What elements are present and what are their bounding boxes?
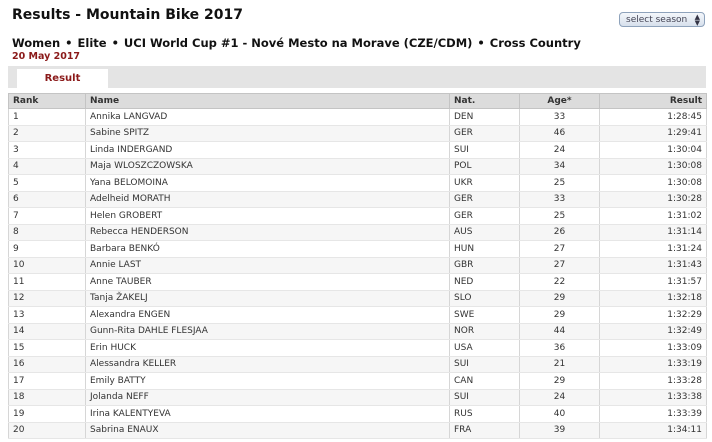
cell-nat: CAN (450, 373, 520, 390)
tab-result[interactable]: Result (17, 69, 108, 88)
cell-age: 21 (520, 356, 600, 373)
cell-age: 25 (520, 208, 600, 225)
cell-nat: GER (450, 125, 520, 142)
cell-nat: AUS (450, 224, 520, 241)
updown-chevron-icon: ▲ ▼ (694, 12, 700, 27)
cell-rank: 15 (9, 340, 86, 357)
cell-nat: SUI (450, 142, 520, 159)
cell-age: 27 (520, 257, 600, 274)
cell-nat: FRA (450, 422, 520, 439)
table-row (9, 208, 707, 225)
table-row (9, 323, 707, 340)
cell-name: Helen GROBERT (86, 208, 450, 225)
cell-result: 1:32:49 (600, 323, 707, 340)
cell-result: 1:30:04 (600, 142, 707, 159)
race-level: Elite (77, 36, 107, 50)
table-row (9, 241, 707, 258)
cell-result: 1:32:18 (600, 290, 707, 307)
page-title: Results - Mountain Bike 2017 (12, 7, 243, 23)
tab-bar (8, 66, 706, 88)
cell-rank: 16 (9, 356, 86, 373)
cell-nat: POL (450, 158, 520, 175)
table-row (9, 191, 707, 208)
results-table (8, 93, 707, 439)
cell-age: 29 (520, 290, 600, 307)
table-row (9, 389, 707, 406)
table-row (9, 142, 707, 159)
cell-age: 26 (520, 224, 600, 241)
race-category: Women (12, 36, 61, 50)
cell-nat: SUI (450, 356, 520, 373)
cell-nat: NED (450, 274, 520, 291)
cell-rank: 11 (9, 274, 86, 291)
cell-name: Alexandra ENGEN (86, 307, 450, 324)
cell-rank: 17 (9, 373, 86, 390)
cell-name: Gunn-Rita DAHLE FLESJAA (86, 323, 450, 340)
column-header-rank[interactable]: Rank (9, 94, 86, 109)
cell-nat: SWE (450, 307, 520, 324)
column-header-nat[interactable]: Nat. (450, 94, 520, 109)
cell-name: Emily BATTY (86, 373, 450, 390)
column-header-name[interactable]: Name (86, 94, 450, 109)
cell-nat: GER (450, 191, 520, 208)
table-row (9, 340, 707, 357)
table-row (9, 125, 707, 142)
cell-result: 1:32:29 (600, 307, 707, 324)
cell-name: Barbara BENKÓ (86, 241, 450, 258)
cell-age: 40 (520, 406, 600, 423)
cell-rank: 6 (9, 191, 86, 208)
cell-result: 1:34:11 (600, 422, 707, 439)
cell-age: 34 (520, 158, 600, 175)
table-row (9, 109, 707, 126)
cell-result: 1:30:08 (600, 158, 707, 175)
table-row (9, 373, 707, 390)
cell-rank: 5 (9, 175, 86, 192)
cell-result: 1:31:24 (600, 241, 707, 258)
cell-rank: 19 (9, 406, 86, 423)
cell-age: 36 (520, 340, 600, 357)
cell-age: 39 (520, 422, 600, 439)
table-row (9, 158, 707, 175)
cell-age: 29 (520, 373, 600, 390)
cell-result: 1:33:09 (600, 340, 707, 357)
cell-result: 1:33:28 (600, 373, 707, 390)
cell-nat: HUN (450, 241, 520, 258)
cell-rank: 2 (9, 125, 86, 142)
cell-rank: 9 (9, 241, 86, 258)
cell-nat: DEN (450, 109, 520, 126)
cell-nat: GER (450, 208, 520, 225)
season-select-label: select season (626, 14, 688, 25)
cell-nat: USA (450, 340, 520, 357)
table-row (9, 224, 707, 241)
table-row (9, 356, 707, 373)
cell-nat: GBR (450, 257, 520, 274)
cell-age: 44 (520, 323, 600, 340)
table-row (9, 274, 707, 291)
table-row (9, 422, 707, 439)
column-header-result[interactable]: Result (600, 94, 707, 109)
cell-age: 24 (520, 142, 600, 159)
cell-age: 22 (520, 274, 600, 291)
cell-name: Alessandra KELLER (86, 356, 450, 373)
separator-dot: • (477, 36, 485, 50)
cell-name: Linda INDERGAND (86, 142, 450, 159)
cell-rank: 8 (9, 224, 86, 241)
cell-age: 24 (520, 389, 600, 406)
cell-rank: 4 (9, 158, 86, 175)
race-date: 20 May 2017 (12, 51, 81, 62)
table-row (9, 257, 707, 274)
cell-name: Annika LANGVAD (86, 109, 450, 126)
cell-name: Anne TAUBER (86, 274, 450, 291)
separator-dot: • (65, 36, 73, 50)
cell-name: Tanja ŽAKELJ (86, 290, 450, 307)
table-row (9, 175, 707, 192)
cell-rank: 14 (9, 323, 86, 340)
cell-rank: 10 (9, 257, 86, 274)
cell-result: 1:31:02 (600, 208, 707, 225)
season-select[interactable] (619, 12, 705, 27)
cell-result: 1:29:41 (600, 125, 707, 142)
cell-rank: 20 (9, 422, 86, 439)
cell-result: 1:33:39 (600, 406, 707, 423)
cell-result: 1:33:38 (600, 389, 707, 406)
cell-rank: 1 (9, 109, 86, 126)
table-row (9, 290, 707, 307)
cell-name: Sabrina ENAUX (86, 422, 450, 439)
cell-result: 1:33:19 (600, 356, 707, 373)
cell-result: 1:31:14 (600, 224, 707, 241)
cell-rank: 3 (9, 142, 86, 159)
cell-rank: 7 (9, 208, 86, 225)
table-row (9, 307, 707, 324)
table-row (9, 406, 707, 423)
cell-name: Annie LAST (86, 257, 450, 274)
cell-result: 1:30:28 (600, 191, 707, 208)
cell-nat: RUS (450, 406, 520, 423)
race-info (12, 36, 581, 50)
cell-name: Sabine SPITZ (86, 125, 450, 142)
cell-result: 1:30:08 (600, 175, 707, 192)
cell-rank: 12 (9, 290, 86, 307)
cell-nat: UKR (450, 175, 520, 192)
cell-rank: 18 (9, 389, 86, 406)
cell-age: 46 (520, 125, 600, 142)
cell-age: 25 (520, 175, 600, 192)
table-header-row (9, 94, 707, 109)
cell-age: 33 (520, 109, 600, 126)
separator-dot: • (111, 36, 119, 50)
table-body (9, 109, 707, 439)
cell-name: Erin HUCK (86, 340, 450, 357)
cell-name: Adelheid MORATH (86, 191, 450, 208)
cell-age: 33 (520, 191, 600, 208)
column-header-age[interactable]: Age* (520, 94, 600, 109)
cell-nat: SLO (450, 290, 520, 307)
cell-name: Irina KALENTYEVA (86, 406, 450, 423)
cell-nat: SUI (450, 389, 520, 406)
race-event: UCI World Cup #1 - Nové Mesto na Morave (CZE/CDM) (123, 36, 473, 50)
cell-age: 29 (520, 307, 600, 324)
cell-nat: NOR (450, 323, 520, 340)
cell-rank: 13 (9, 307, 86, 324)
cell-name: Yana BELOMOINA (86, 175, 450, 192)
cell-name: Maja WLOSZCZOWSKA (86, 158, 450, 175)
race-discipline: Cross Country (489, 36, 581, 50)
cell-result: 1:28:45 (600, 109, 707, 126)
cell-result: 1:31:43 (600, 257, 707, 274)
cell-result: 1:31:57 (600, 274, 707, 291)
cell-name: Jolanda NEFF (86, 389, 450, 406)
cell-name: Rebecca HENDERSON (86, 224, 450, 241)
cell-age: 27 (520, 241, 600, 258)
